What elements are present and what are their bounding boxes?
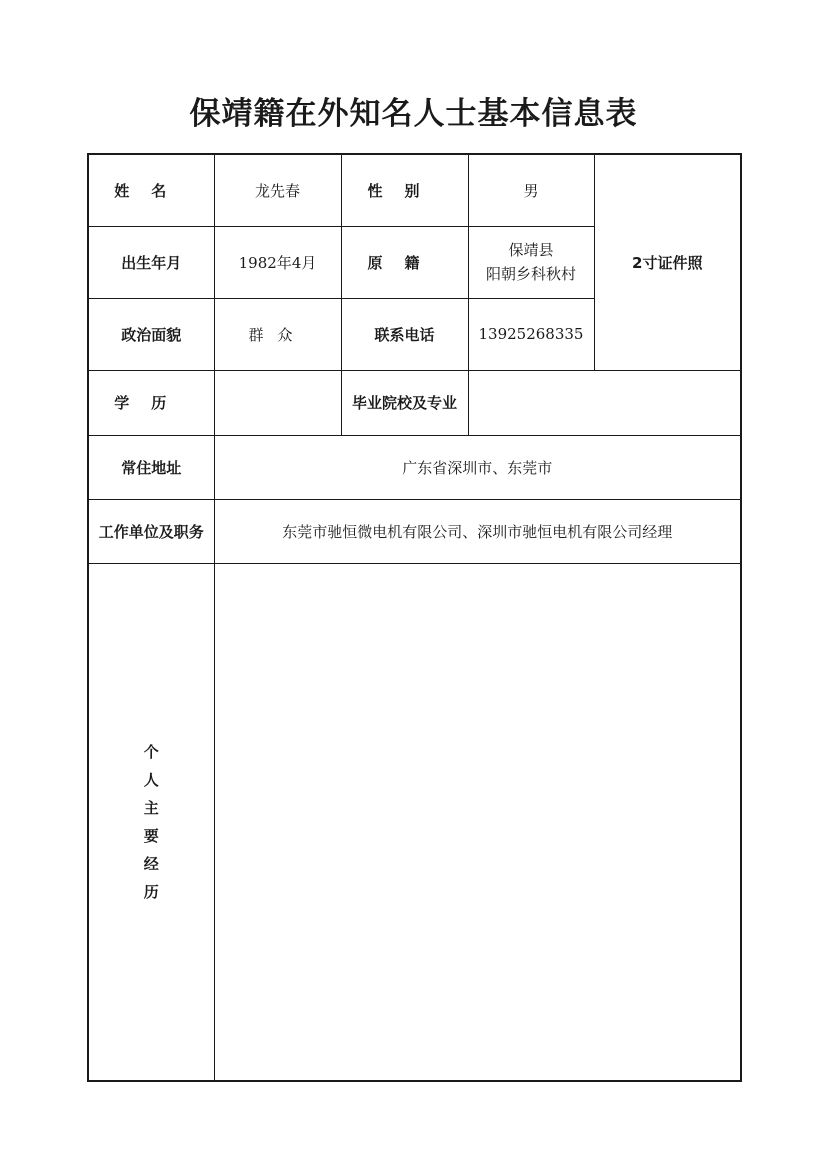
value-origin-county: 保靖县 [508, 241, 554, 259]
photo-placeholder[interactable]: 2寸证件照 [594, 154, 741, 370]
value-birth[interactable]: 1982年4月 [214, 226, 341, 298]
label-experience-cell [88, 563, 214, 1081]
value-experience[interactable] [214, 563, 741, 1081]
value-origin-village: 阳朝乡科秋村 [485, 265, 576, 283]
label-birth: 出生年月 [88, 226, 214, 298]
label-politics: 政治面貌 [88, 298, 214, 370]
row-name-gender [88, 154, 741, 226]
row-work [88, 499, 741, 563]
label-work: 工作单位及职务 [88, 499, 214, 563]
value-school-major[interactable] [468, 370, 741, 435]
value-name[interactable]: 龙先春 [214, 154, 341, 226]
value-education[interactable] [214, 370, 341, 435]
info-form-table [87, 153, 742, 1082]
label-origin: 原籍 [341, 226, 468, 298]
row-education [88, 370, 741, 435]
label-phone: 联系电话 [341, 298, 468, 370]
value-work[interactable]: 东莞市驰恒微电机有限公司、深圳市驰恒电机有限公司经理 [214, 499, 741, 563]
label-address: 常住地址 [88, 435, 214, 499]
label-school-major: 毕业院校及专业 [341, 370, 468, 435]
value-politics[interactable]: 群众 [214, 298, 341, 370]
value-address[interactable]: 广东省深圳市、东莞市 [214, 435, 741, 499]
label-name: 姓名 [88, 154, 214, 226]
value-gender[interactable]: 男 [468, 154, 594, 226]
row-experience [88, 563, 741, 1081]
row-address [88, 435, 741, 499]
form-title: 保靖籍在外知名人士基本信息表 [189, 96, 638, 132]
label-education: 学历 [88, 370, 214, 435]
value-origin[interactable] [468, 226, 594, 298]
label-gender: 性别 [341, 154, 468, 226]
label-experience: 个人主要经历 [143, 742, 159, 901]
value-phone[interactable]: 13925268335 [468, 298, 594, 370]
